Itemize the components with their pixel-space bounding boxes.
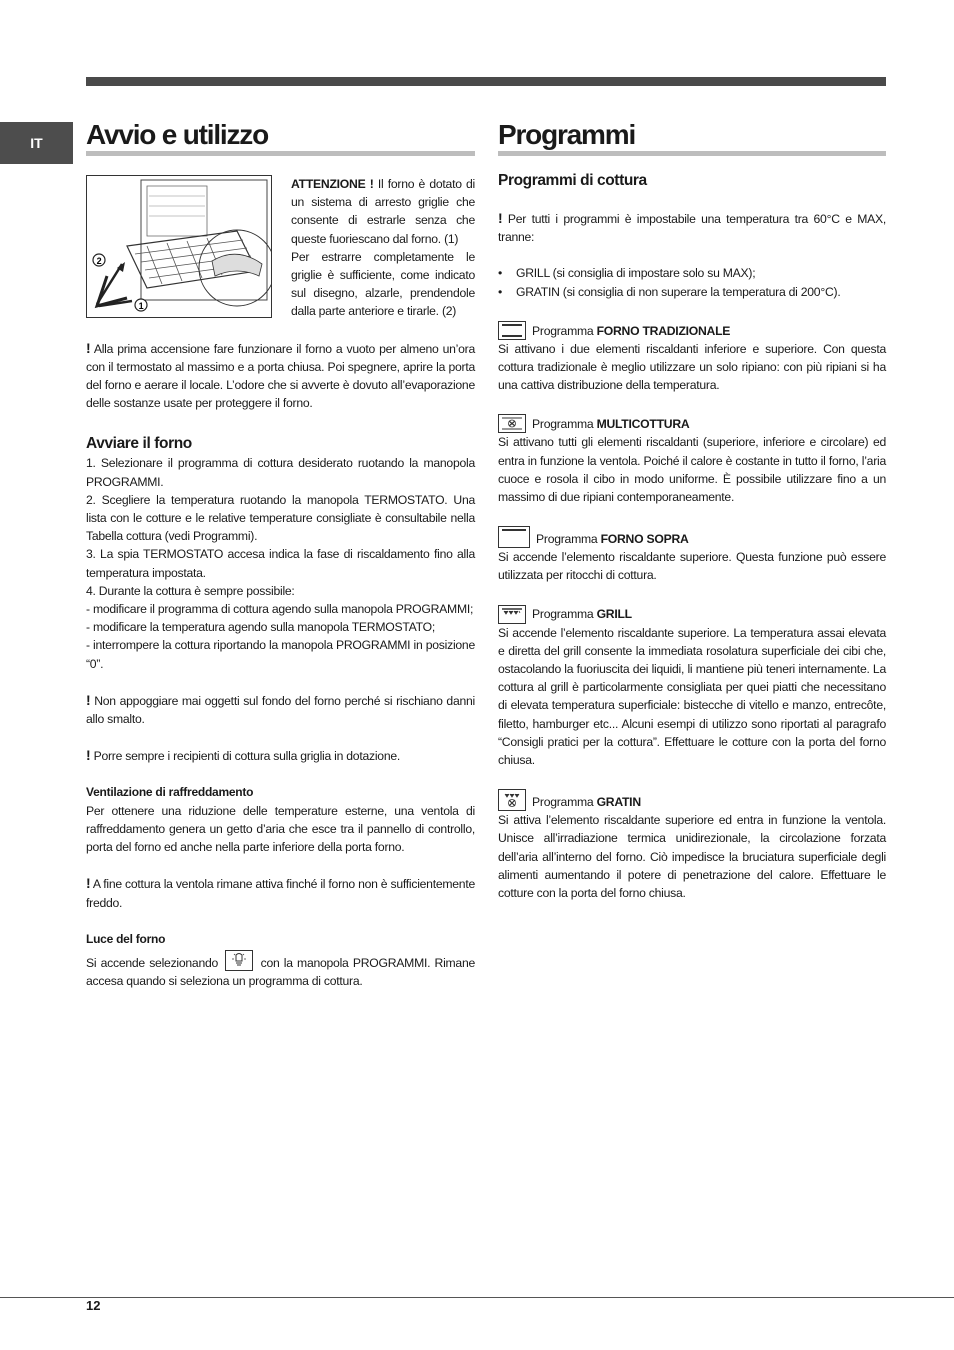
language-tab [0,122,73,164]
bottom-warning-text: Non appoggiare mai oggetti sul fondo del forno perché si rischiano danni allo smalto. [86,693,476,727]
warning-mark: ! [86,339,91,356]
oven-light-icon [225,950,253,971]
attention-text: Il forno è dotato di un sistema di arresto griglie che consente di estrarle senza che queste fuoriescano dal forno. (1) [291,177,476,246]
programs-subheading: Programmi di cottura [498,172,647,189]
program-header [498,414,886,433]
grill-warning [86,746,475,765]
gratin-icon [498,789,526,811]
oven-rack-drawing [87,176,271,317]
start-step: - modificare la temperatura agendo sulla manopola TERMOSTATO; [86,620,435,635]
first-use-text: Alla prima accensione fare funzionare il forno a vuoto per almeno un’ora con il termostato al massimo e a porta chiusa. Poi spegnere, aprire la porta del forno e aerare il locale. L’odore che si avverte è dovuto all’evaporazione delle sostanze usate per proteggere il forno. [86,341,475,411]
start-step: 2. Scegliere la temperatura ruotando la manopola TERMOSTATO. Una lista con le cotture e le relative temperature consigliate è consultabile nella Tabella cottura (vedi Programmi). [86,492,475,544]
exception-item: • GRATIN (si consiglia di non superare la temperatura di 200°C). [498,283,886,301]
page-number: 12 [86,1298,101,1313]
start-step: - interrompere la cottura riportando la manopola PROGRAMMI in posizione “0”. [86,638,475,671]
program-description: Si attiva l’elemento riscaldante superiore ed entra in funzione la ventola. Unisce all’irradiazione termica unidirezionale, la circolazione forzata dell’aria all’interno del forno. Ciò impedisce la bruciatura superficiale degli alimenti aumentando il potere di penetrazione del calore. Effettuare le cotture con la porta del forno chiusa. [498,813,886,901]
oven-rack-illustration [86,175,272,318]
program-prefix: Programma [532,417,594,432]
exception-list [498,264,886,300]
vent-warning [86,874,475,911]
program-header [498,321,886,340]
attention-heading: ATTENZIONE ! [291,177,374,191]
vent-heading: Ventilazione di raffreddamento [86,785,254,800]
temperature-note-text: Per tutti i programmi è impostabile una temperatura tra 60°C e MAX, tranne: [498,212,886,245]
grill-icon [498,605,526,624]
warning-mark: ! [498,210,503,226]
section-title-programmi: Programmi [498,118,886,156]
program-description: Si accende l’elemento riscaldante superiore. La temperatura assai elevata e diretta del grill consente la immediata rosolatura superficiale dei cibi che, ostacolando la fuoriuscita dei liquidi, li mantiene più teneri internamente. La cottura al grill è particolarmente consigliata per quei piatti che necessitano di elevata temperatura superficiale: bistecche di vitello e manzo, entrecôte, filetto, hamburger etc... Alcuni esempi di utilizzo sono riportati al paragrafo “Consigli pratici per la cottura”. Effettuare le cotture con la porta del forno chiusa. [498,625,886,768]
bottom-warning [86,691,475,728]
fan-heating-icon [498,414,526,433]
program-multicottura [498,414,886,506]
start-step: 1. Selezionare il programma di cottura desiderato ruotando la manopola PROGRAMMI. [86,456,475,489]
language-code: IT [30,135,43,151]
start-step: - modificare il programma di cottura agendo sulla manopola PROGRAMMI; [86,602,474,617]
program-forno-sopra [498,526,886,584]
warning-mark: ! [86,747,91,764]
oven-top-bottom-icon [498,321,526,340]
attention-paragraph [291,175,475,248]
program-description: Si attivano tutti gli elementi riscaldanti (superiore, inferiore e circolare) ed entra in funzione la ventola. Poiché il calore è costante in tutto il forno, l’aria cuoce e rosola il cibo in modo uniforme. È possibile utilizzare fino a un massimo di due ripiani contemporaneamente. [498,435,886,505]
program-name: FORNO TRADIZIONALE [596,323,731,338]
figure-label-2: 2 [96,256,102,266]
top-heat-icon [498,526,530,548]
footer-rule [0,1297,954,1298]
exception-item: • GRILL (si consiglia di impostare solo su MAX); [498,264,886,282]
right-column [498,118,886,902]
light-text-a: Si accende selezionando [86,955,219,970]
program-header [498,789,886,811]
program-gratin [498,789,886,902]
start-step: 4. Durante la cottura è sempre possibile: [86,583,295,598]
program-description: Si accende l’elemento riscaldante superiore. Questa funzione può essere utilizzata per ritocchi di cottura. [498,550,886,583]
program-forno-tradizionale [498,321,886,395]
start-heading: Avviare il forno [86,435,192,453]
rack-extract-text: Per estrarre completamente le griglie è sufficiente, come indicato sul disegno, alzarle, prendendole dalla parte anteriore e tirarle. (2) [291,249,475,319]
program-prefix: Programma [536,532,598,547]
warning-mark: ! [86,691,91,708]
program-name: GRATIN [596,795,641,810]
program-name: FORNO SOPRA [600,532,689,547]
vent-warning-text: A fine cottura la ventola rimane attiva finché il forno non è sufficientemente freddo. [86,877,475,910]
program-description: Si attivano i due elementi riscaldanti inferiore e superiore. Con questa cottura tradizionale è meglio utilizzare un solo ripiano: con più ripiani si ha una cattiva distribuzione della temperatura. [498,341,886,393]
program-prefix: Programma [532,795,594,810]
program-name: GRILL [596,607,632,622]
rack-intro-text [291,175,475,321]
rack-intro [86,175,475,321]
top-bar [86,77,886,86]
program-grill [498,605,886,770]
program-header [498,605,886,624]
program-prefix: Programma [532,607,594,622]
grill-warning-text: Porre sempre i recipienti di cottura sulla griglia in dotazione. [93,749,401,764]
light-text-b: con la manopola PROGRAMMI. Rimane accesa quando si seleziona un programma di cottura. [86,955,476,989]
warning-mark: ! [86,875,91,892]
vent-text: Per ottenere una riduzione delle temperature esterne, una ventola di raffreddamento genera un getto d’aria che esce tra il pannello di controllo, porta del forno ed anche nella parte inferiore della porta forno. [86,803,475,855]
temperature-note [498,209,886,246]
section-title-avvio: Avvio e utilizzo [86,118,475,156]
program-header [498,526,886,548]
light-heading: Luce del forno [86,931,166,946]
start-steps [86,454,475,672]
figure-label-1: 1 [138,301,144,311]
light-text [86,950,475,990]
left-column [86,118,475,990]
first-use-note [86,339,475,413]
program-name: MULTICOTTURA [596,417,690,432]
program-prefix: Programma [532,323,594,338]
start-step: 3. La spia TERMOSTATO accesa indica la fase di riscaldamento fino alla temperatura impostata. [86,547,475,580]
